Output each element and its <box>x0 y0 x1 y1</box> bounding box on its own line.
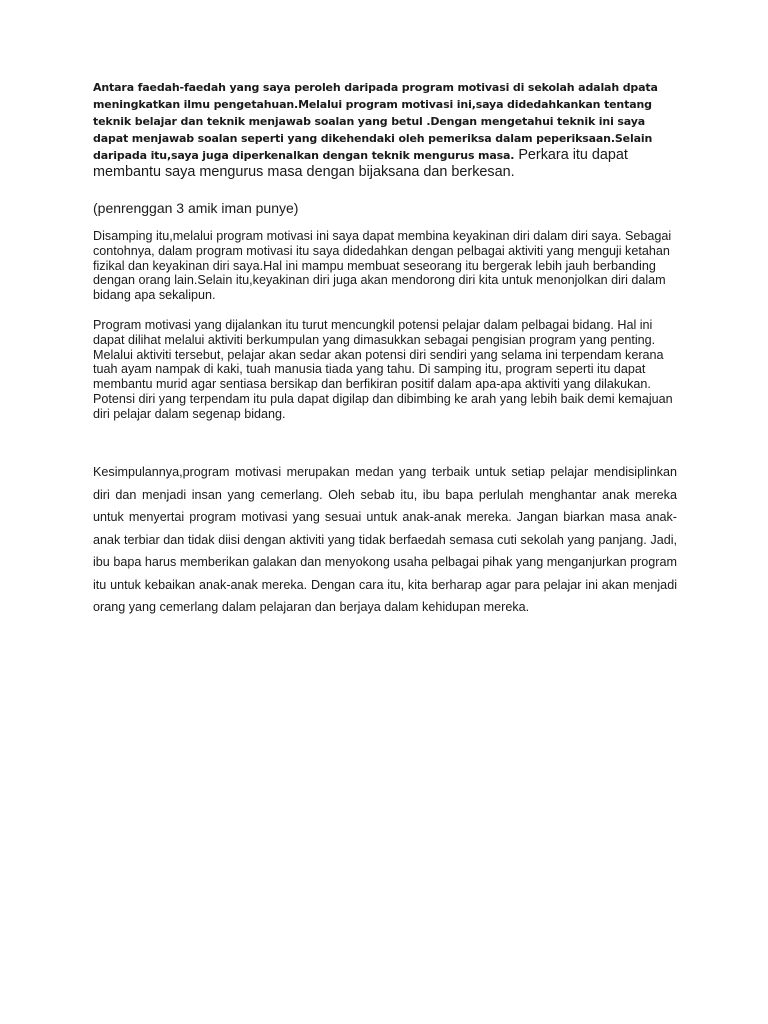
paragraph-note: (penrenggan 3 amik iman punye) <box>93 200 299 216</box>
paragraph-benefits-continuation: Perkara itu dapat membantu saya mengurus masa dengan bijaksana dan berkesan. <box>93 147 628 180</box>
paragraph-confidence: Disamping itu,melalui program motivasi ini saya dapat membina keyakinan diri dalam diri saya. Sebagai contohnya, dalam program motivasi itu saya didedahkan dengan pelbagai aktiviti yang menguji ketahan fizikal dan keyakinan diri saya.Hal ini mampu membuat seseorang itu bergerak lebih jauh berbanding dengan orang lain.Selain itu,keyakinan diri juga akan mendorong diri kita untuk menonjolkan diri dalam bidang apa sekalipun. <box>93 229 672 303</box>
paragraph-potential: Program motivasi yang dijalankan itu turut mencungkil potensi pelajar dalam pelbagai bidang. Hal ini dapat dilihat melalui aktiviti berkumpulan yang dimasukkan sebagai pengisian program yang penting. Melalui aktiviti tersebut, pelajar akan sedar akan potensi diri sendiri yang selama ini terpendam kerana tuah ayam nampak di kaki, tuah manusia tiada yang tahu. Di samping itu, program seperti itu dapat membantu murid agar sentiasa bersikap dan berfikiran positif dalam apa-apa aktiviti yang dilakukan. Potensi diri yang terpendam itu pula dapat digilap dan dibimbing ke arah yang lebih baik demi kemajuan diri pelajar dalam segenap bidang. <box>93 318 673 421</box>
paragraph-conclusion: Kesimpulannya,program motivasi merupakan medan yang terbaik untuk setiap pelajar mendisiplinkan diri dan menjadi insan yang cemerlang. Oleh sebab itu, ibu bapa perlulah menghantar anak mereka untuk menyertai program motivasi yang sesuai untuk anak-anak mereka. Jangan biarkan masa anak-anak terbiar dan tidak diisi dengan aktiviti yang tidak berfaedah semasa cuti sekolah yang panjang. Jadi, ibu bapa harus memberikan galakan dan menyokong usaha pelbagai pihak yang menganjurkan program itu untuk kebaikan anak-anak mereka. Dengan cara itu, kita berharap agar para pelajar ini akan menjadi orang yang cemerlang dalam pelajaran dan berjaya dalam kehidupan mereka. <box>93 465 677 614</box>
paragraph-benefits-bold: Antara faedah-faedah yang saya peroleh daripada program motivasi di sekolah adalah dpata meningkatkan ilmu pengetahuan.Melalui program motivasi ini,saya didedahkankan tentang teknik belajar dan teknik menjawab soalan yang betul .Dengan mengetahui teknik ini saya dapat menjawab soalan seperti yang dikehendaki oleh pemeriksa dalam peperiksaan.Selain daripada itu,saya juga diperkenalkan dengan teknik mengurus masa. <box>93 81 658 162</box>
paragraph-benefits <box>93 79 677 181</box>
